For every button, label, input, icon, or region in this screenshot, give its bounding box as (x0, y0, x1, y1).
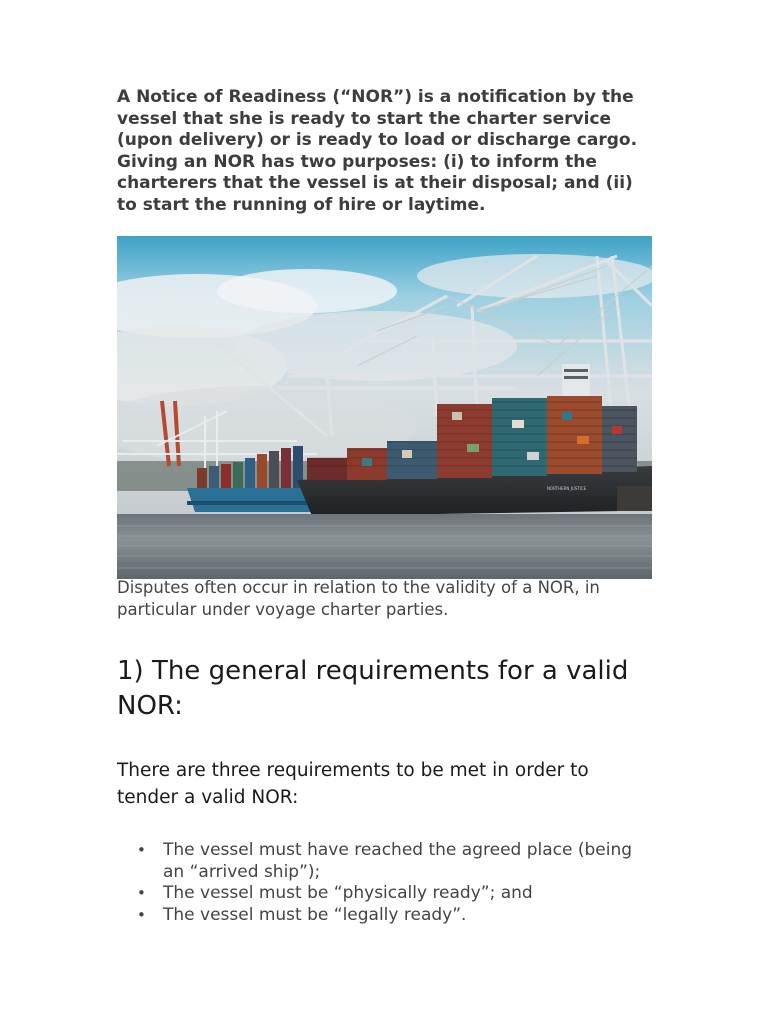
list-item (117, 883, 657, 905)
bullet-icon: • (137, 905, 146, 924)
lead-paragraph: There are three requirements to be met in order to tender a valid NOR: (117, 760, 589, 808)
intro-paragraph: A Notice of Readiness (“NOR”) is a notification by the vessel that she is ready to start the charter service (upon delivery) or is ready to load or discharge cargo. Giving an NOR has two purposes: (i) to inform the charterers that the vessel is at their disposal; and (ii) to start the running of hire or laytime. (117, 87, 638, 215)
photo-caption: Disputes often occur in relation to the validity of a NOR, in particular under voyage charter parties. (117, 578, 600, 619)
bullet-icon: • (137, 841, 146, 859)
requirements-list (117, 840, 657, 926)
list-item-text: The vessel must have reached the agreed place (being an “arrived ship”); (163, 840, 633, 882)
list-item-text: The vessel must be “legally ready”. (163, 904, 467, 925)
list-item-text: The vessel must be “physically ready”; and (163, 883, 533, 903)
list-item (117, 905, 657, 927)
section-heading: 1) The general requirements for a valid NOR: (117, 656, 629, 721)
list-item (117, 840, 657, 883)
bullet-icon: • (137, 884, 146, 902)
hull-name-text: NORTHERN JUSTICE (547, 486, 587, 491)
container-ship-photo (117, 236, 652, 579)
